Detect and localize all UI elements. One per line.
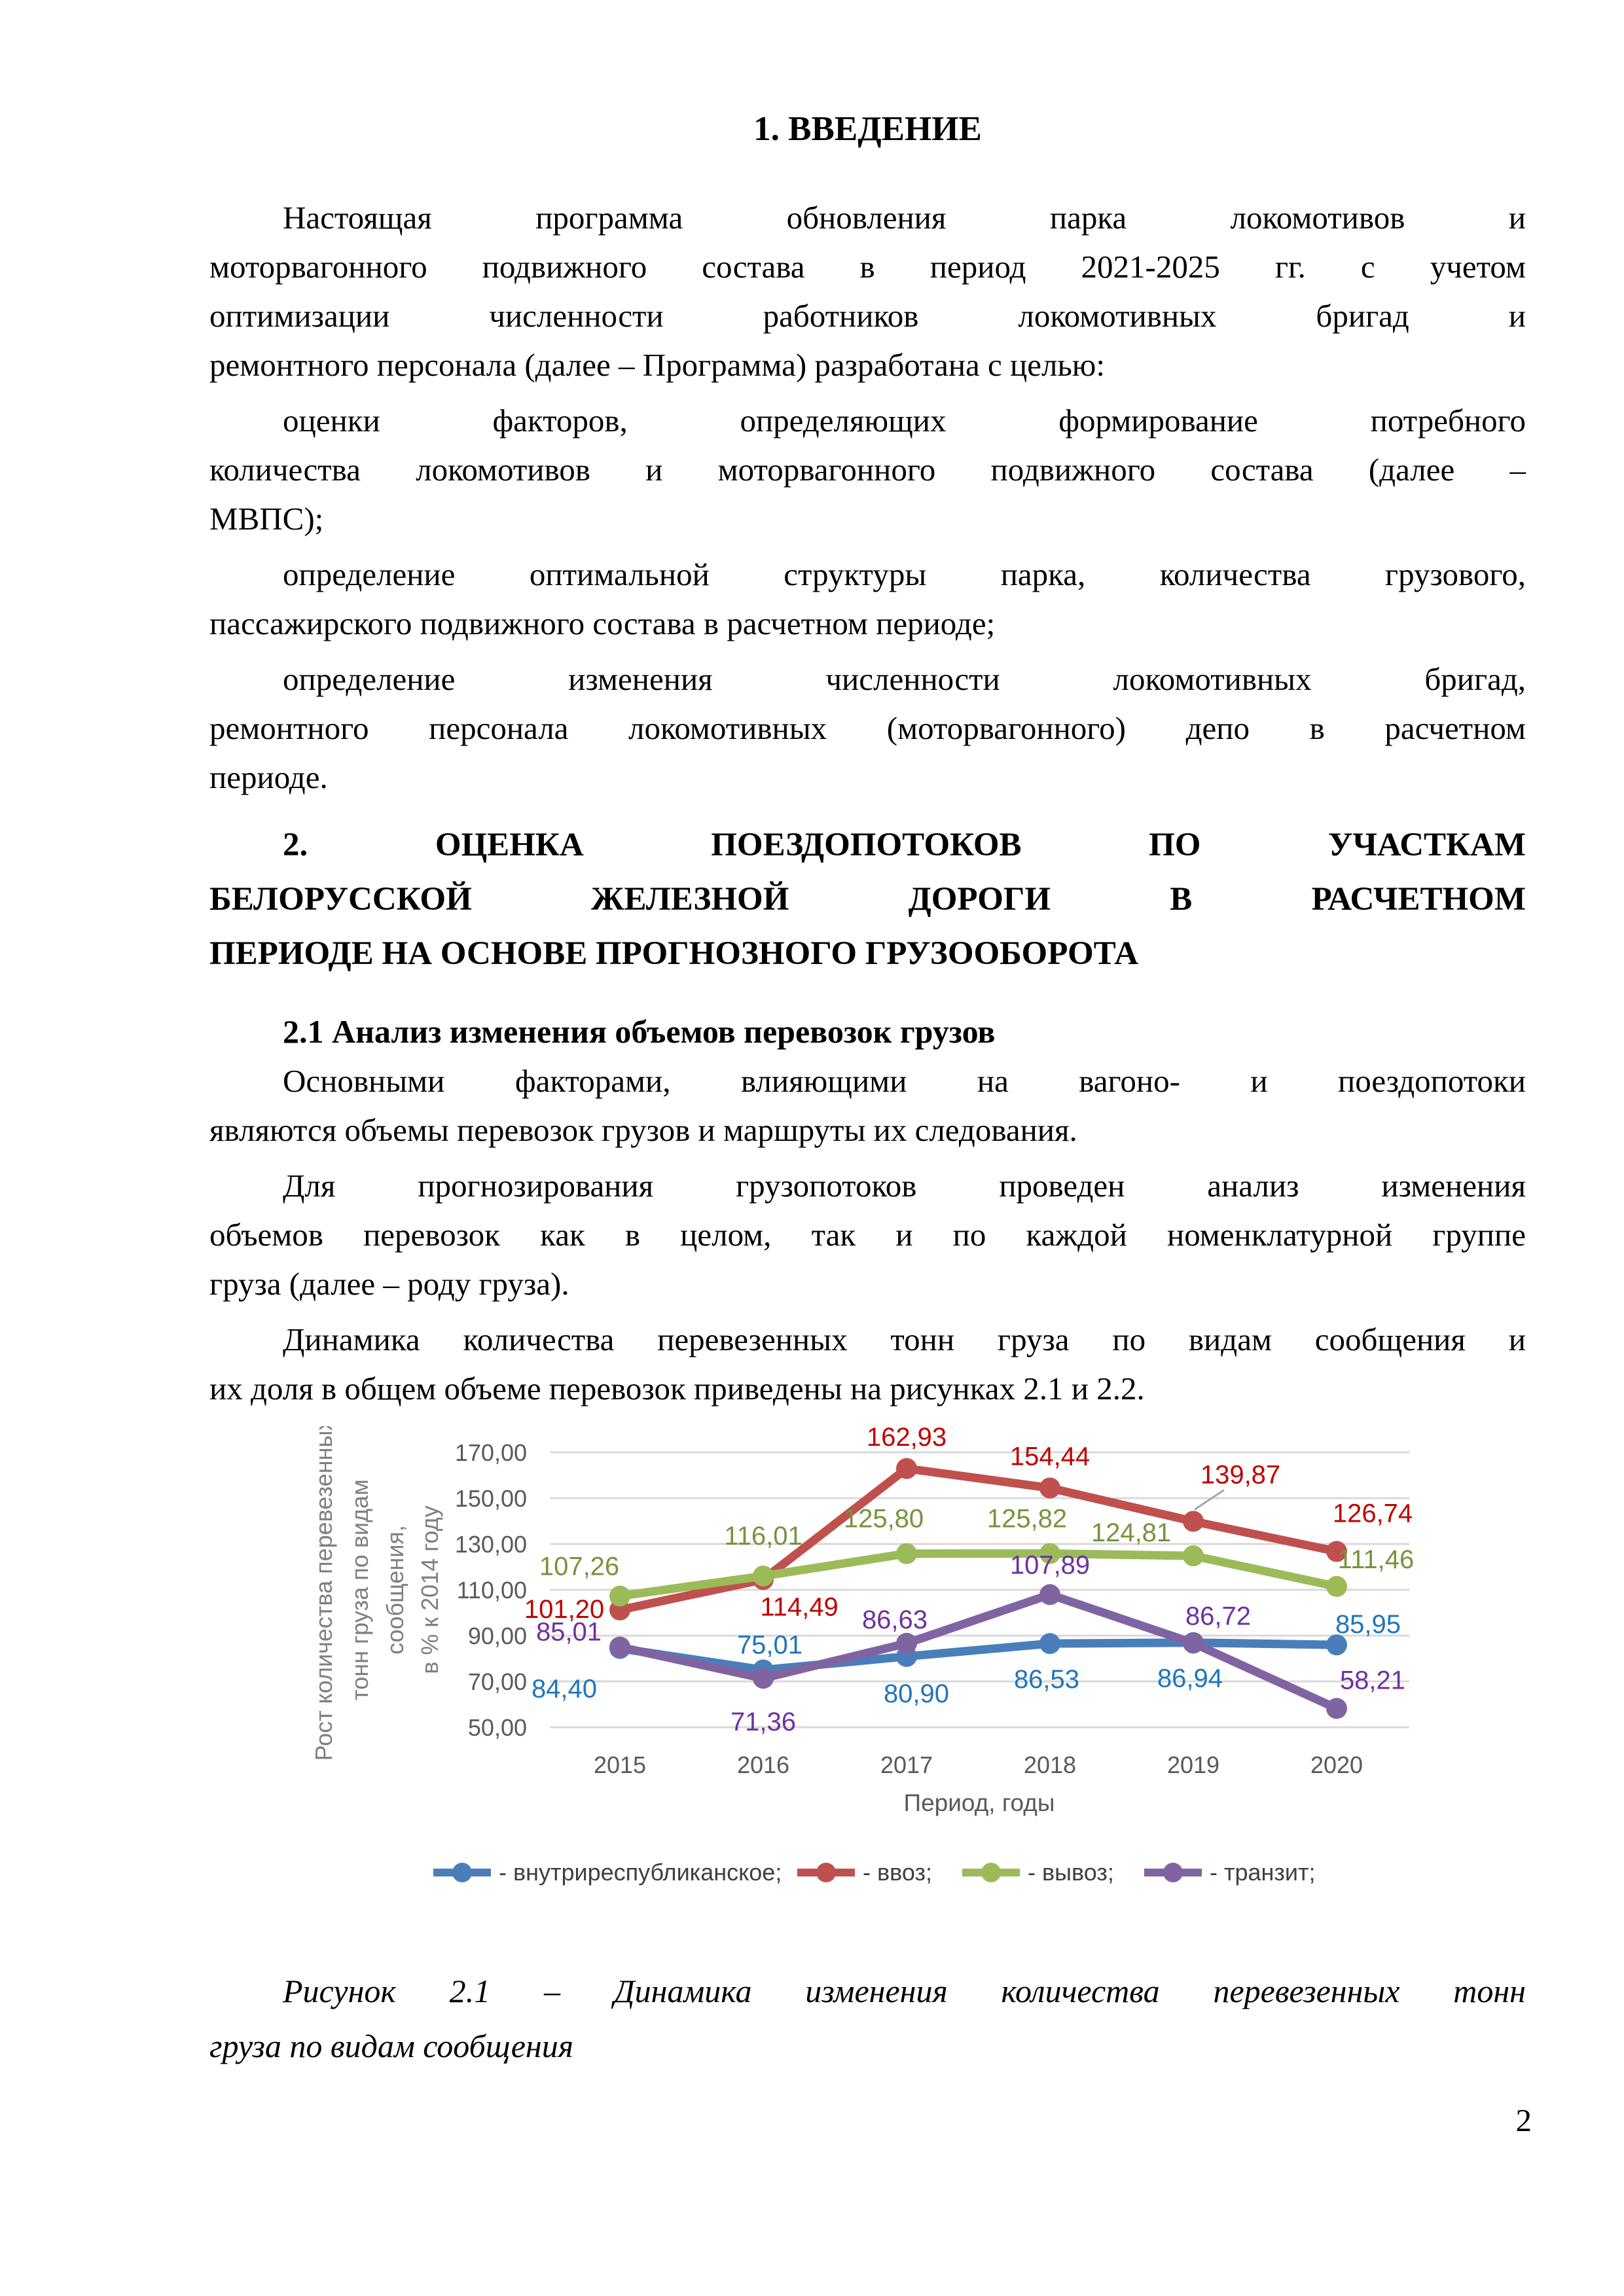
svg-text:2020: 2020 [1310,1751,1363,1778]
svg-text:90,00: 90,00 [467,1623,527,1649]
text-line: груза (далее – роду груза). [209,1266,569,1302]
svg-text:84,40: 84,40 [531,1674,598,1704]
svg-text:- внутриреспубликанское;: - внутриреспубликанское; [499,1859,782,1886]
text-line: объемов перевозок как в целом, так и по каждой номенклатурной группе [209,1217,1526,1253]
paragraph-forecast [209,1161,1526,1308]
text-line: БЕЛОРУССКОЙ ЖЕЛЕЗНОЙ ДОРОГИ В РАСЧЕТНОМ [209,881,1526,918]
svg-text:107,89: 107,89 [1009,1551,1091,1580]
svg-text:150,00: 150,00 [454,1485,527,1512]
svg-text:125,82: 125,82 [986,1504,1068,1534]
svg-text:86,72: 86,72 [1185,1602,1252,1631]
page-number: 2 [1515,2102,1532,2138]
svg-text:114,49: 114,49 [760,1592,839,1622]
text-line: их доля в общем объеме перевозок приведены на рисунках 2.1 и 2.2. [209,1371,1145,1407]
svg-text:126,74: 126,74 [1332,1499,1413,1528]
text-line: количества локомотивов и моторвагонного подвижного состава (далее – [209,452,1526,488]
svg-text:116,01: 116,01 [724,1521,803,1551]
svg-text:2018: 2018 [1023,1751,1077,1778]
section-2-heading [209,818,1526,981]
svg-text:110,00: 110,00 [456,1577,527,1604]
text-line: моторвагонного подвижного состава в период 2021-2025 гг. с учетом [209,249,1526,285]
text-line: Динамика количества перевезенных тонн груза по видам сообщения и [283,1321,1526,1357]
svg-text:75,01: 75,01 [736,1630,803,1660]
text-line: Основными факторами, влияющими на вагоно- и поездопотоки [283,1063,1526,1099]
text-line: 2. ОЦЕНКА ПОЕЗДОПОТОКОВ ПО УЧАСТКАМ [283,827,1526,863]
text-line: ПЕРИОДЕ НА ОСНОВЕ ПРОГНОЗНОГО ГРУЗООБОРОТА [209,935,1139,972]
text-line: оценки факторов, определяющих формирование потребного [283,403,1526,439]
text-line: оптимизации численности работников локомотивных бригад и [209,298,1526,334]
svg-text:2015: 2015 [593,1751,647,1778]
svg-text:80,90: 80,90 [883,1679,950,1708]
text-line: являются объемы перевозок грузов и маршруты их следования. [209,1112,1077,1148]
svg-text:71,36: 71,36 [730,1708,797,1737]
paragraph-goal-assessment [209,396,1526,543]
text-line: Рисунок 2.1 – Динамика изменения количества перевезенных тонн [283,1973,1526,2009]
text-line: определение изменения численности локомотивных бригад, [283,661,1526,697]
page-title: 1. ВВЕДЕНИЕ [753,110,982,148]
svg-text:125,80: 125,80 [843,1504,924,1534]
svg-text:- ввоз;: - ввоз; [863,1859,932,1886]
section-2-1-heading: 2.1 Анализ изменения объемов перевозок грузов [283,1013,996,1050]
svg-text:58,21: 58,21 [1339,1666,1406,1695]
text-line: Настоящая программа обновления парка локомотивов и [283,200,1526,236]
svg-text:170,00: 170,00 [454,1439,527,1466]
svg-text:Рост количества перевезенных: Рост количества перевезенных [310,1426,337,1761]
text-line: пассажирского подвижного состава в расчетном периоде; [209,605,996,641]
svg-text:130,00: 130,00 [454,1531,527,1558]
svg-text:86,94: 86,94 [1157,1664,1223,1693]
paragraph-intro [209,193,1526,389]
svg-text:111,46: 111,46 [1337,1545,1415,1574]
svg-text:107,26: 107,26 [539,1552,620,1581]
svg-text:- вывоз;: - вывоз; [1028,1859,1114,1886]
paragraph-goal-structure [209,550,1526,648]
text-line: определение оптимальной структуры парка, количества грузового, [283,556,1526,592]
paragraph-dynamics [209,1315,1526,1413]
figure-2-1-line-chart [288,1426,1434,1914]
svg-text:154,44: 154,44 [1009,1442,1091,1471]
text-line: Для прогнозирования грузопотоков проведен анализ изменения [283,1168,1526,1204]
text-line: ремонтного персонала (далее – Программа) разработана с целью: [209,347,1106,383]
text-line: МВПС); [209,501,324,537]
svg-text:50,00: 50,00 [467,1714,527,1741]
svg-text:85,95: 85,95 [1335,1610,1401,1640]
paragraph-factors [209,1056,1526,1155]
svg-text:в % к 2014 году: в % к 2014 году [416,1505,443,1674]
svg-text:тонн груза по видам: тонн груза по видам [346,1479,373,1700]
text-line: груза по видам сообщения [209,2028,573,2064]
figure-caption [209,1964,1526,2073]
text-line: ремонтного персонала локомотивных (моторвагонного) депо в расчетном [209,710,1526,746]
svg-text:101,20: 101,20 [524,1594,605,1624]
svg-text:85,01: 85,01 [535,1617,602,1647]
svg-text:86,53: 86,53 [1013,1665,1080,1695]
text-line: периоде. [209,759,328,795]
svg-text:Период, годы: Период, годы [903,1789,1055,1816]
svg-text:139,87: 139,87 [1200,1460,1281,1490]
svg-text:86,63: 86,63 [861,1605,928,1634]
svg-text:2016: 2016 [736,1751,790,1778]
svg-text:сообщения,: сообщения, [382,1525,408,1655]
svg-text:124,81: 124,81 [1091,1518,1172,1548]
paragraph-goal-staff [209,655,1526,802]
figure-2-1-chart [288,1426,1526,1928]
svg-text:2019: 2019 [1166,1751,1220,1778]
svg-text:162,93: 162,93 [866,1426,947,1452]
svg-text:70,00: 70,00 [467,1668,527,1695]
svg-text:2017: 2017 [880,1751,933,1778]
svg-text:- транзит;: - транзит; [1210,1859,1316,1886]
